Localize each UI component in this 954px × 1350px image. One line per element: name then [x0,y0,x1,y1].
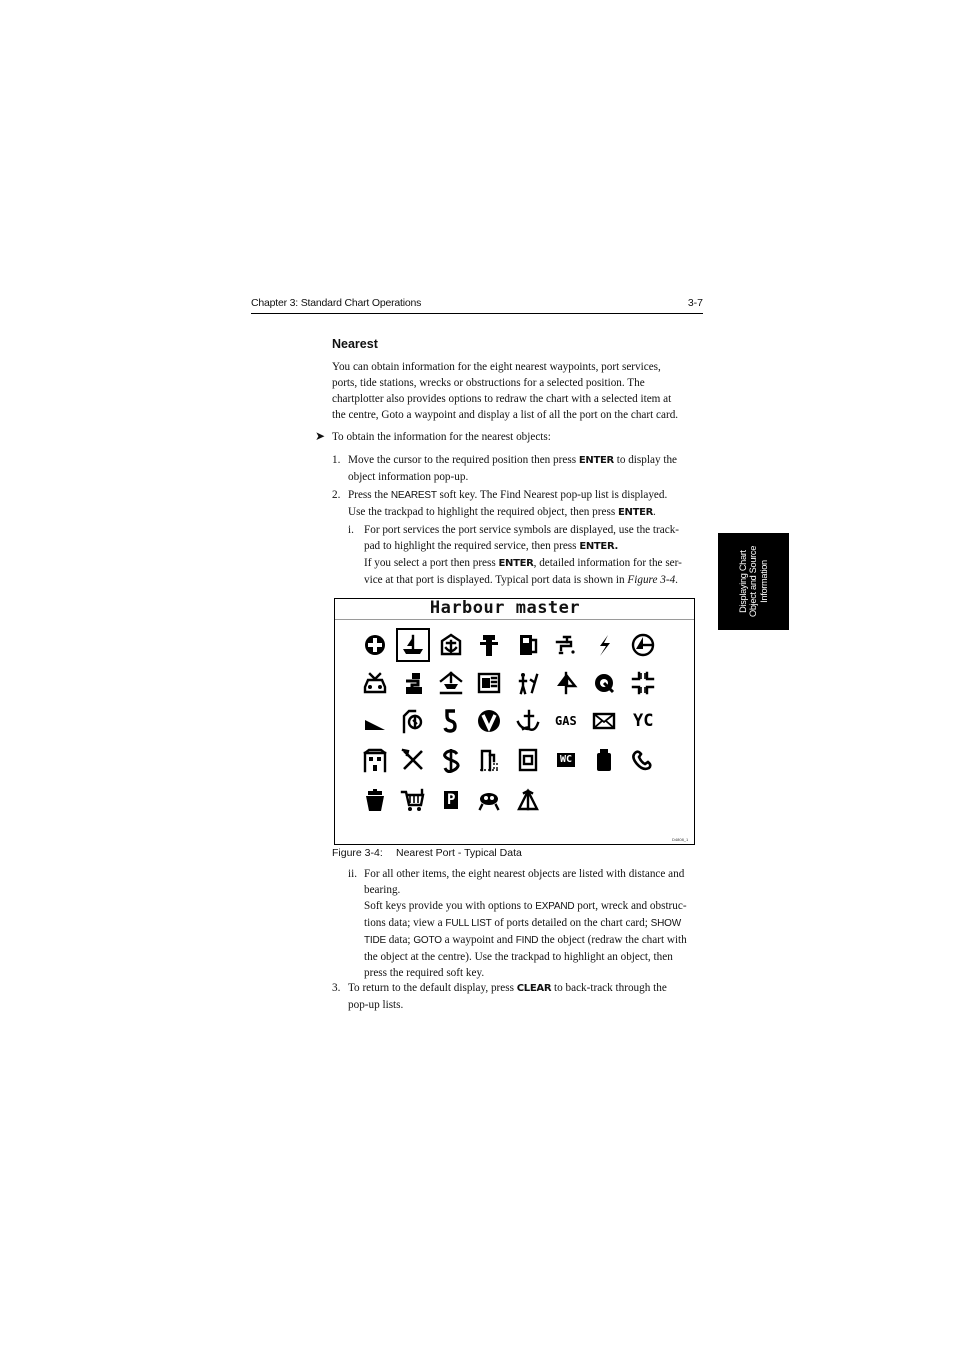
hotel-icon[interactable] [362,747,388,773]
restaurant-icon[interactable] [400,747,426,773]
selected-symbol-highlight [396,628,430,662]
side-tab-line-3: Information [758,560,769,603]
water-tap-icon[interactable] [553,632,579,658]
launderette-icon[interactable] [476,747,502,773]
display-title: Harbour master [429,598,581,618]
nearest-softkey: NEAREST [390,490,437,501]
step-number: 2. [332,489,341,501]
fire-hydrant-icon[interactable] [476,632,502,658]
customs-anchor-icon[interactable] [438,632,464,658]
engine-repair-icon[interactable] [400,708,426,734]
figure-code: D4808_1 [672,837,689,842]
chapter-side-tab [718,533,789,630]
toilets-icon[interactable]: WC [557,753,575,767]
slipway-icon[interactable] [362,708,388,734]
bin-icon[interactable] [362,787,388,813]
campsite-icon[interactable] [515,787,541,813]
parking-icon[interactable]: P [444,791,458,809]
find-softkey: FIND [515,935,539,946]
chandler-icon[interactable] [400,670,426,696]
boat-hoist-icon[interactable] [438,670,464,696]
intro-line: You can obtain information for the eight nearest waypoints, port services, [332,361,661,373]
enter-command: ENTER. [579,541,619,552]
expand-softkey: EXPAND [535,901,575,912]
bank-icon[interactable] [438,747,464,773]
intro-paragraph [332,359,697,423]
display-title-rule [335,619,694,620]
boat-yard-icon[interactable] [553,670,579,696]
step-number: 3. [332,982,341,994]
intro-line: the centre, Goto a waypoint and display a list of all the port on the chart card. [332,409,679,421]
substep-i-text: For port services the port service symbols are displayed, use the track- pad to highlight the required service, then press ENTER. If you select a port then press ENTER, detailed information for the ser- vice at that port is displayed. Typical port data is shown in Figure 3-4. [364,524,682,586]
intro-line: ports, tide stations, wrecks or obstructions for a selected position. The [332,377,645,389]
fuel-pump-icon[interactable] [515,632,541,658]
sailmaker-icon[interactable] [630,632,656,658]
figure-caption-number: Figure 3-4: [332,847,383,859]
pharmacy-icon[interactable] [515,747,541,773]
customs-icon[interactable] [630,670,656,696]
side-tab-line-2: Object and Source [748,546,759,617]
enter-command: ENTER [617,507,654,518]
goto-softkey: GOTO [413,935,442,946]
telephone-icon[interactable] [630,747,656,773]
step-2-text: Press the NEAREST soft key. The Find Nearest pop-up list is displayed. Use the trackpad to highlight the required object, then press ENTER. [348,489,668,518]
step-number: 1. [332,454,341,466]
first-aid-icon[interactable] [362,632,388,658]
side-tab-line-1: Displaying Chart [737,550,748,613]
procedure-intro: To obtain the information for the nearest objects: [332,431,551,443]
car-hire-icon[interactable] [362,670,388,696]
running-header-chapter: Chapter 3: Standard Chart Operations [251,297,422,309]
step-3-text: To return to the default display, press CLEAR to back-track through the pop-up lists. [348,982,667,1011]
shopping-icon[interactable] [400,787,426,813]
full-list-softkey: FULL LIST [445,918,492,929]
notice-board-icon[interactable] [476,670,502,696]
hook-icon[interactable] [438,708,464,734]
procedure-arrow-icon: ➤ [315,429,326,443]
show-tide-softkey: TIDE [364,935,386,946]
figure-reference: Figure 3-4 [627,574,676,586]
bottle-bank-icon[interactable] [591,747,617,773]
lifebuoy-icon[interactable] [591,670,617,696]
showers-icon[interactable] [515,670,541,696]
gas-icon[interactable]: GAS [555,714,577,728]
visitors-berth-icon[interactable] [476,708,502,734]
yacht-club-icon[interactable]: YC [633,711,654,731]
enter-command: ENTER [578,455,614,466]
page-number: 3-7 [687,297,703,309]
substep-number: i. [348,524,354,536]
step-1-text: Move the cursor to the required position then press ENTER to display the object information pop-up. [348,454,677,483]
show-tide-softkey: SHOW [650,918,681,929]
post-office-icon[interactable] [591,708,617,734]
section-heading: Nearest [332,337,378,351]
substep-ii-text: For all other items, the eight nearest objects are listed with distance and bearing. Soft keys provide you with options to EXPAND port, wreck and obstruc- tions data; view a FULL LIST of ports detailed on the chart card; SHOW TIDE data; GOTO a waypoint and FIND the object (redraw the chart with the object at the centre). Use the trackpad to highlight an object, then press the required soft key. [364,868,687,979]
intro-line: chartplotter also provides options to redraw the chart with a selected item at [332,393,672,405]
electricity-icon[interactable] [591,632,617,658]
clear-command: CLEAR [516,983,552,994]
figure-caption-title: Nearest Port - Typical Data [396,847,522,859]
substep-number: ii. [348,868,358,880]
anchor-icon[interactable] [515,708,541,734]
diving-icon[interactable] [476,787,502,813]
enter-command: ENTER [498,558,534,569]
header-rule [251,313,703,314]
